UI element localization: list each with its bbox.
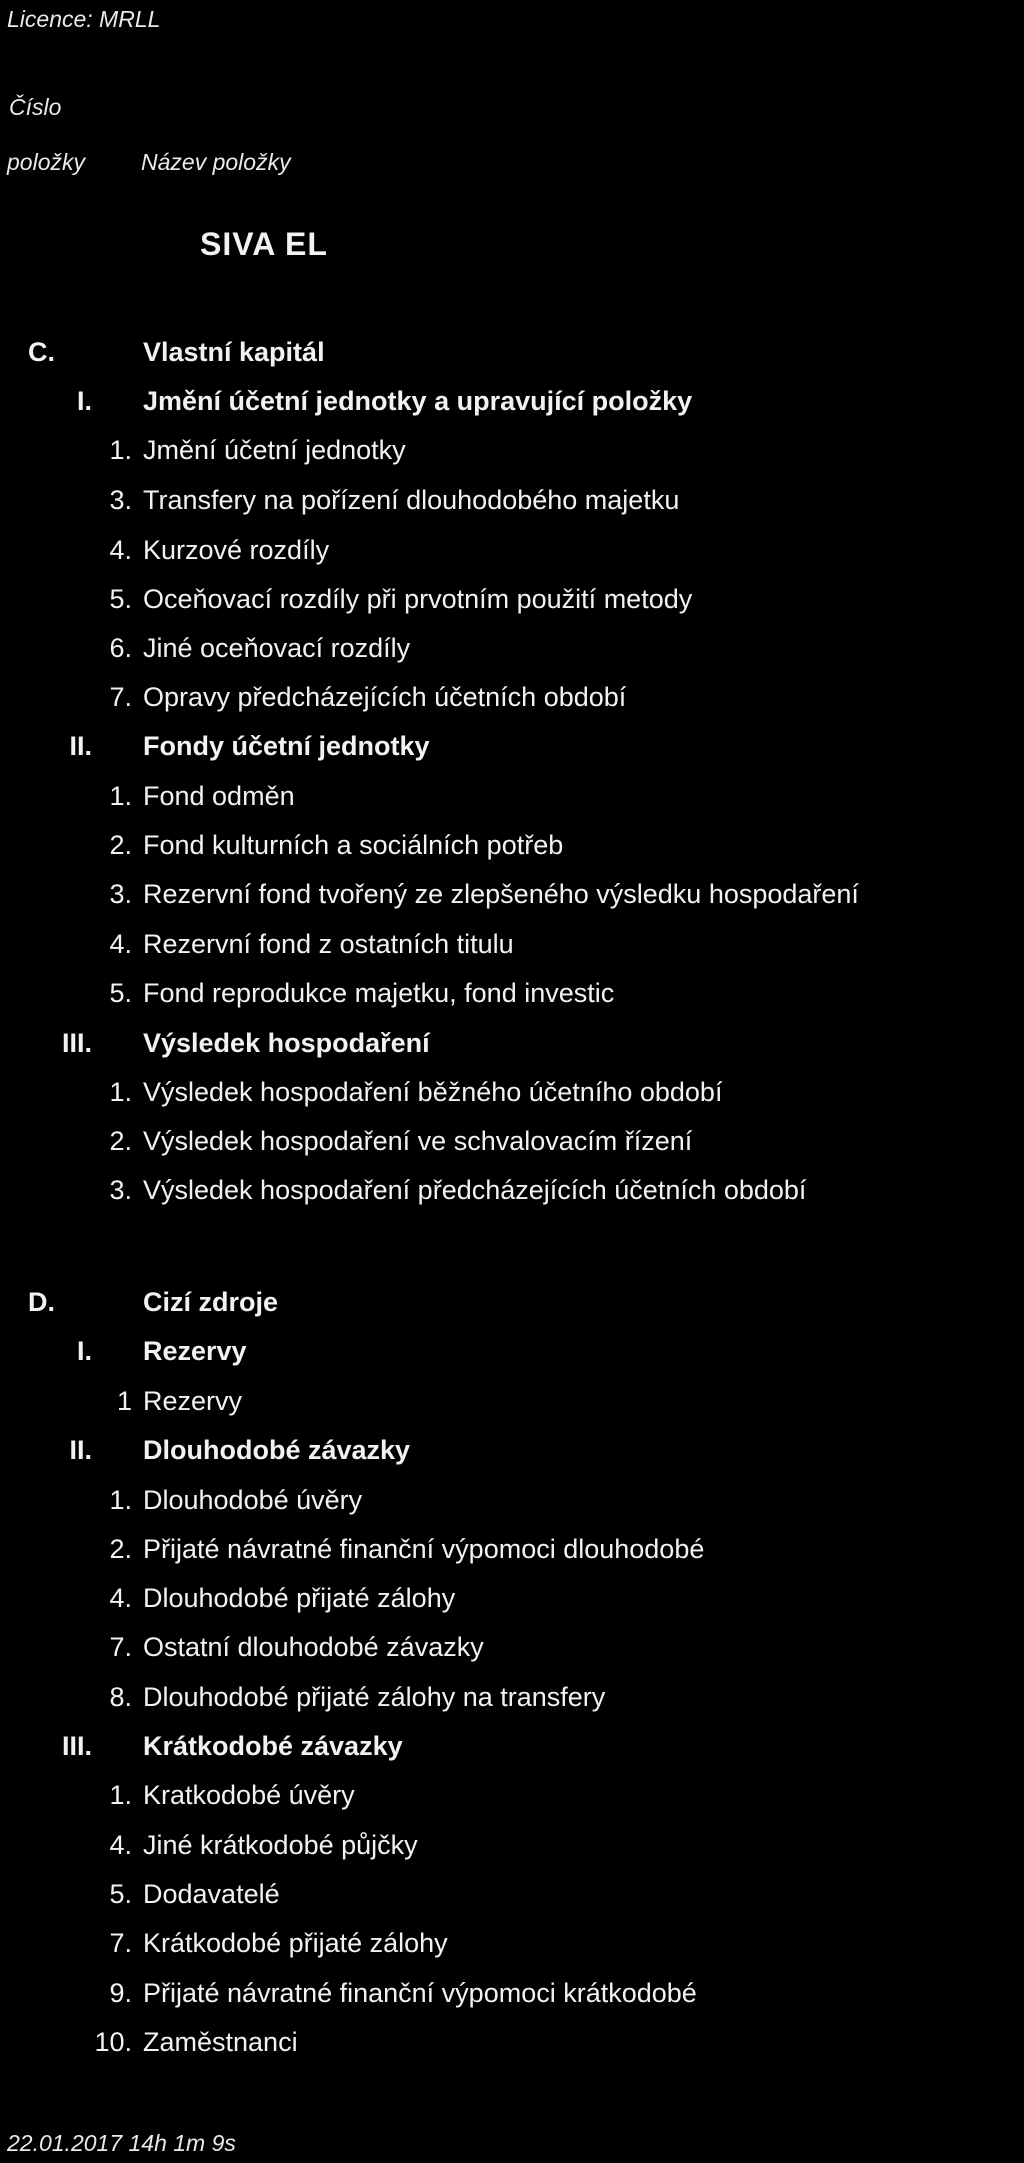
row-number: II. <box>69 731 92 761</box>
row-number: 3. <box>109 1175 132 1205</box>
table-row <box>0 1023 1024 1063</box>
table-row <box>0 1874 1024 1914</box>
row-number: 5. <box>109 1879 132 1909</box>
table-row <box>0 628 1024 668</box>
row-label: Fond reprodukce majetku, fond investic <box>143 978 615 1008</box>
row-label: Výsledek hospodaření běžného účetního období <box>143 1077 723 1107</box>
row-number: 2. <box>109 830 132 860</box>
table-row <box>0 1430 1024 1470</box>
row-label: Výsledek hospodaření <box>143 1028 430 1058</box>
table-row <box>0 726 1024 766</box>
row-number: III. <box>61 1731 92 1761</box>
row-label: Rezervní fond tvořený ze zlepšeného výsledku hospodaření <box>143 879 859 909</box>
row-label: Fond kulturních a sociálních potřeb <box>143 830 564 860</box>
row-number: 7. <box>109 1632 132 1662</box>
row-label: Zaměstnanci <box>143 2027 298 2057</box>
table-row <box>0 579 1024 619</box>
row-label: Jmění účetní jednotky a upravující položky <box>143 386 693 416</box>
row-number: 1. <box>109 781 132 811</box>
section-title: SIVA EL <box>200 226 328 262</box>
row-number: 3. <box>109 485 132 515</box>
table-row <box>0 381 1024 421</box>
table-row <box>0 1677 1024 1717</box>
row-number: 4. <box>109 1583 132 1613</box>
row-label: Dlouhodobé přijaté zálohy <box>143 1583 456 1613</box>
row-label: Fondy účetní jednotky <box>143 731 430 761</box>
row-number: I. <box>76 1336 92 1366</box>
row-number: 1. <box>109 1485 132 1515</box>
row-label: Jmění účetní jednotky <box>143 435 406 465</box>
table-row <box>0 430 1024 470</box>
row-label: Dlouhodobé úvěry <box>143 1485 363 1515</box>
row-label: Ostatní dlouhodobé závazky <box>143 1632 484 1662</box>
table-row <box>0 1282 1024 1322</box>
row-number: 1. <box>109 1077 132 1107</box>
row-label: Výsledek hospodaření ve schvalovacím řízení <box>143 1126 693 1156</box>
row-label: Transfery na pořízení dlouhodobého majetku <box>143 485 680 515</box>
table-row <box>0 825 1024 865</box>
row-label: Krátkodobé závazky <box>143 1731 403 1761</box>
row-number: 4. <box>109 535 132 565</box>
table-row <box>0 874 1024 914</box>
column-header-name: Název položky <box>141 149 291 175</box>
table-row <box>0 1121 1024 1161</box>
row-number: 4. <box>109 929 132 959</box>
table-row <box>0 1381 1024 1421</box>
table-row <box>0 2022 1024 2062</box>
row-label: Opravy předcházejících účetních období <box>143 682 627 712</box>
row-label: Jiné krátkodobé půjčky <box>143 1830 418 1860</box>
table-row <box>0 1775 1024 1815</box>
table-row <box>0 1529 1024 1569</box>
table-row <box>0 1578 1024 1618</box>
row-label: Kratkodobé úvěry <box>143 1780 355 1810</box>
row-label: Dlouhodobé přijaté zálohy na transfery <box>143 1682 606 1712</box>
row-label: Dodavatelé <box>143 1879 280 1909</box>
table-row <box>0 1825 1024 1865</box>
row-label: Kurzové rozdíly <box>143 535 330 565</box>
table-row <box>0 973 1024 1013</box>
column-header-number-line2: položky <box>7 149 85 175</box>
row-number: 1 <box>116 1386 132 1416</box>
row-number: 2. <box>109 1126 132 1156</box>
table-row <box>0 1726 1024 1766</box>
row-number: III. <box>61 1028 92 1058</box>
row-label: Cizí zdroje <box>143 1287 279 1317</box>
row-number: 5. <box>109 584 132 614</box>
table-row <box>0 530 1024 570</box>
row-number: I. <box>76 386 92 416</box>
row-number: 8. <box>109 1682 132 1712</box>
row-number: 1. <box>109 1780 132 1810</box>
row-label: Fond odměn <box>143 781 295 811</box>
row-label: Výsledek hospodaření předcházejících účetních období <box>143 1175 807 1205</box>
row-number: 7. <box>109 1928 132 1958</box>
row-label: Krátkodobé přijaté zálohy <box>143 1928 448 1958</box>
table-row <box>0 776 1024 816</box>
table-row <box>0 332 1024 372</box>
row-label: Přijaté návratné finanční výpomoci krátkodobé <box>143 1978 697 2008</box>
column-header-number-line1: Číslo <box>9 94 62 120</box>
row-number: 5. <box>109 978 132 1008</box>
row-label: Vlastní kapitál <box>143 337 325 367</box>
row-label: Rezervy <box>143 1336 247 1366</box>
row-label: Oceňovací rozdíly při prvotním použití metody <box>143 584 693 614</box>
table-row <box>0 1170 1024 1210</box>
table-row <box>0 677 1024 717</box>
row-number: 3. <box>109 879 132 909</box>
row-number: 6. <box>109 633 132 663</box>
row-number: D. <box>28 1287 55 1317</box>
row-number: 9. <box>109 1978 132 2008</box>
table-row <box>0 924 1024 964</box>
row-label: Přijaté návratné finanční výpomoci dlouhodobé <box>143 1534 705 1564</box>
table-row <box>0 1331 1024 1371</box>
row-number: 2. <box>109 1534 132 1564</box>
table-row <box>0 1072 1024 1112</box>
row-number: 4. <box>109 1830 132 1860</box>
row-number: C. <box>28 337 55 367</box>
row-label: Dlouhodobé závazky <box>143 1435 411 1465</box>
table-row <box>0 1627 1024 1667</box>
row-label: Rezervní fond z ostatních titulu <box>143 929 514 959</box>
table-row <box>0 1480 1024 1520</box>
licence-label: Licence: MRLL <box>7 6 161 32</box>
table-row <box>0 1973 1024 2013</box>
row-number: 7. <box>109 682 132 712</box>
row-number: 10. <box>94 2027 132 2057</box>
table-row <box>0 480 1024 520</box>
row-number: 1. <box>109 435 132 465</box>
table-row <box>0 1923 1024 1963</box>
row-label: Rezervy <box>143 1386 243 1416</box>
footer-timestamp: 22.01.2017 14h 1m 9s <box>7 2130 236 2156</box>
row-number: II. <box>69 1435 92 1465</box>
row-label: Jiné oceňovací rozdíly <box>143 633 411 663</box>
